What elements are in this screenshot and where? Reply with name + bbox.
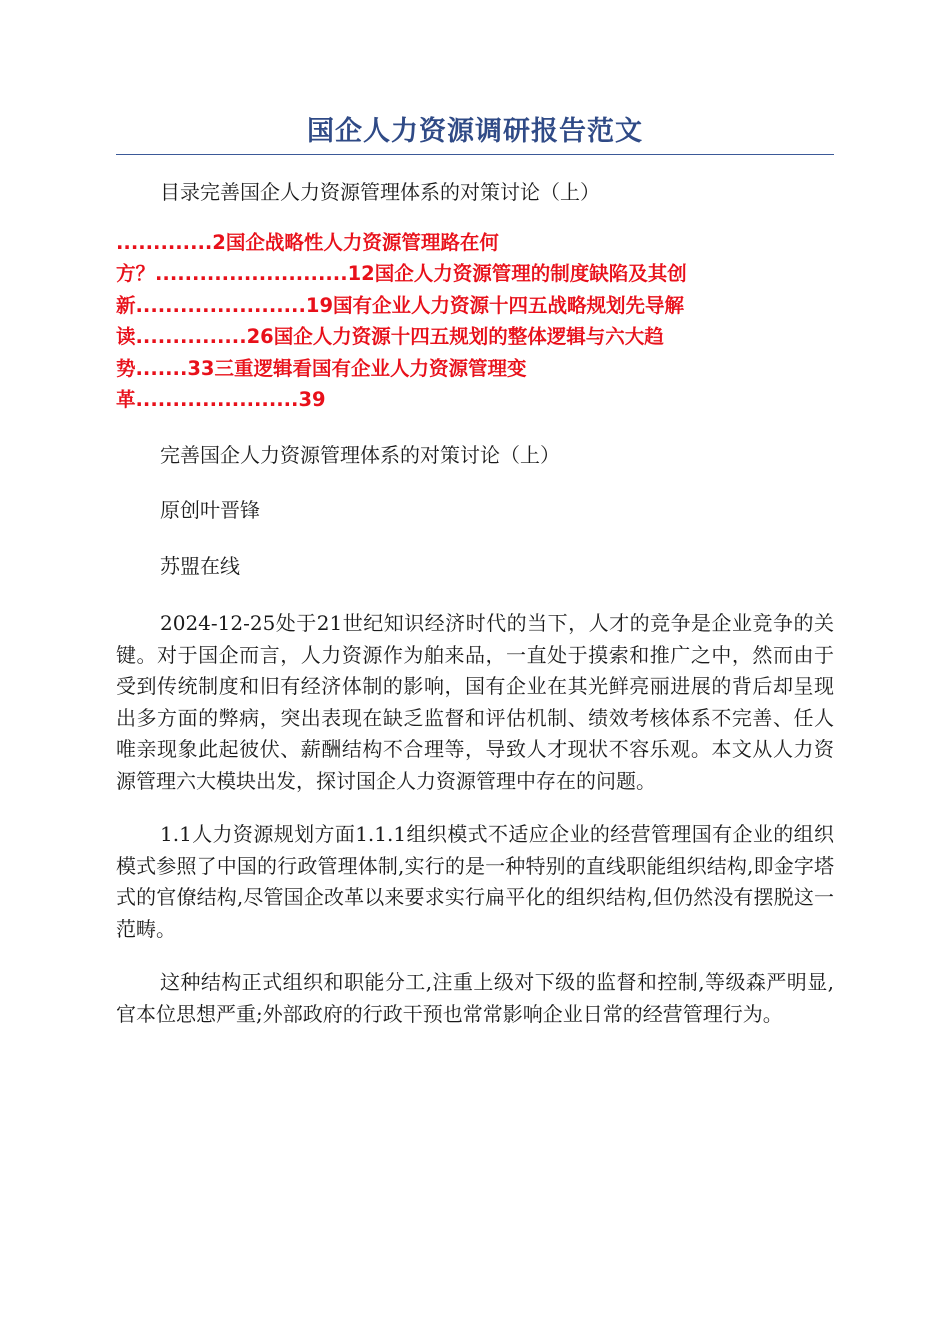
toc-line[interactable]: .............2国企战略性人力资源管理路在何 bbox=[116, 230, 499, 254]
toc-heading: 目录完善国企人力资源管理体系的对策讨论（上） bbox=[160, 180, 600, 204]
title-divider bbox=[116, 154, 834, 155]
toc-line[interactable]: 新.......................19国有企业人力资源十四五战略规划先导解 bbox=[116, 293, 685, 317]
body-paragraph: 2024-12-25处于21世纪知识经济时代的当下，人才的竞争是企业竞争的关键。对于国企而言，人力资源作为舶来品，一直处于摸索和推广之中，然而由于受到传统制度和旧有经济体制的影响，国有企业在其光鲜亮丽进展的背后却呈现出多方面的弊病，突出表现在缺乏监督和评估机制、绩效考核体系不完善、任人唯亲现象此起彼伏、薪酬结构不合理等，导致人才现状不容乐观。本文从人力资源管理六大模块出发，探讨国企人力资源管理中存在的问题。 bbox=[116, 611, 834, 793]
document-title: 国企人力资源调研报告范文 bbox=[307, 116, 643, 147]
source-line: 苏盟在线 bbox=[160, 553, 240, 578]
section-heading: 完善国企人力资源管理体系的对策讨论（上） bbox=[160, 442, 560, 467]
table-of-contents bbox=[116, 227, 834, 416]
toc-line[interactable]: 方？..........................12国企人力资源管理的制度缺陷及其创 bbox=[116, 262, 687, 285]
document-page bbox=[116, 112, 834, 1030]
body-paragraph: 1.1人力资源规划方面1.1.1组织模式不适应企业的经营管理国有企业的组织模式参照了中国的行政管理体制,实行的是一种特别的直线职能组织结构,即金字塔式的官僚结构,尽管国企改革以来要求实行扁平化的组织结构,但仍然没有摆脱这一范畴。 bbox=[116, 822, 834, 941]
toc-line[interactable]: 读...............26国企人力资源十四五规划的整体逻辑与六大趋 bbox=[116, 325, 664, 348]
toc-line[interactable]: 革......................39 bbox=[116, 388, 326, 411]
author-line: 原创叶晋锋 bbox=[160, 498, 260, 522]
body-paragraph: 这种结构正式组织和职能分工,注重上级对下级的监督和控制,等级森严明显,官本位思想严重;外部政府的行政干预也常常影响企业日常的经营管理行为。 bbox=[116, 970, 834, 1026]
toc-line[interactable]: 势.......33三重逻辑看国有企业人力资源管理变 bbox=[116, 356, 527, 380]
